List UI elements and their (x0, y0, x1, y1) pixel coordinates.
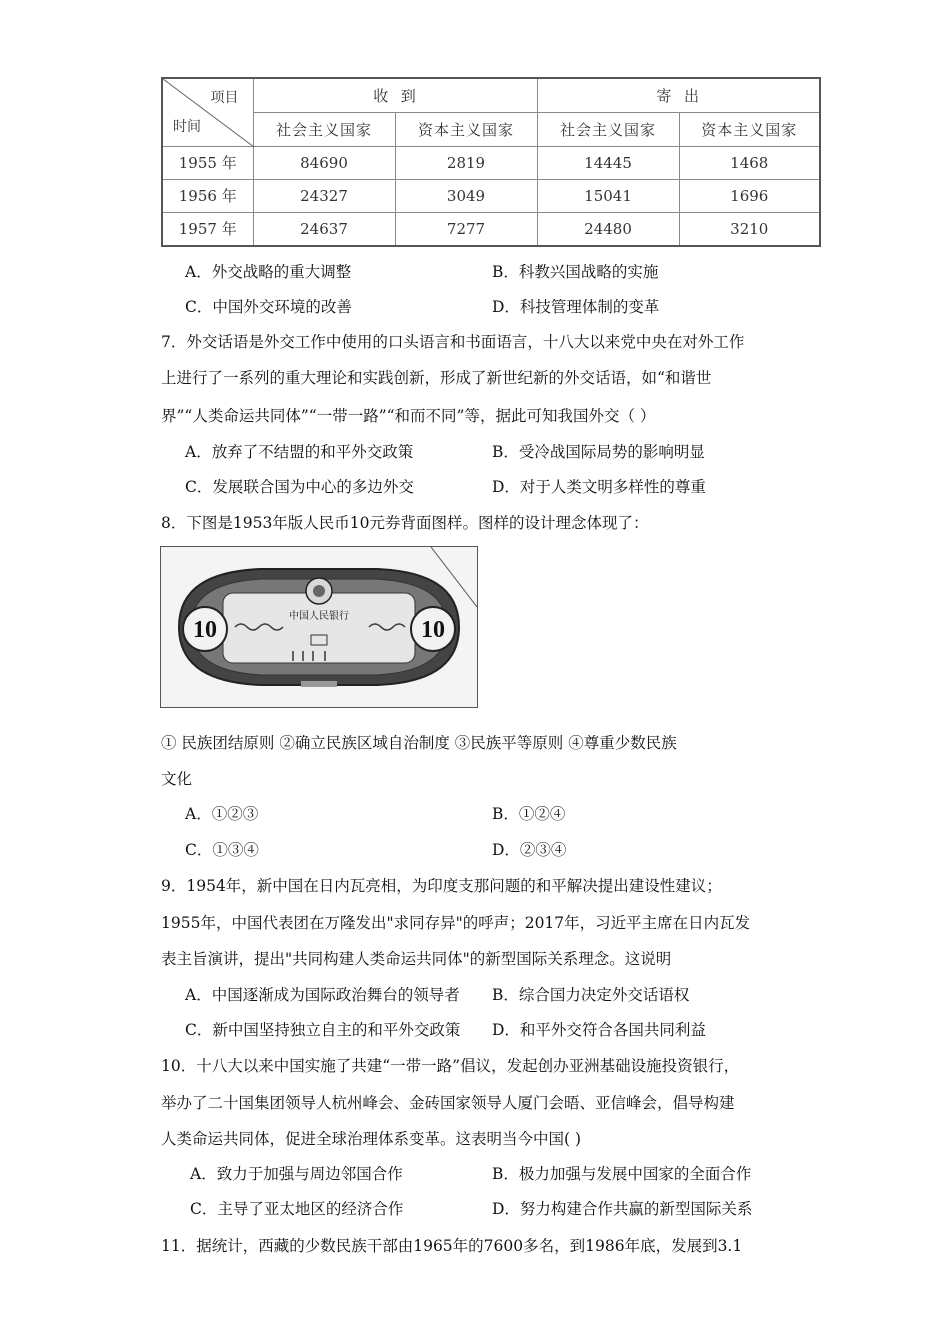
q10-stem-line: 举办了二十国集团领导人杭州峰会、金砖国家领导人厦门会晤、亚信峰会，倡导构建 (161, 1094, 735, 1112)
q7-option-a[interactable]: A．放弃了不结盟的和平外交政策 (185, 443, 414, 461)
q8-option-c[interactable]: C．①③④ (185, 841, 259, 859)
q9-option-d[interactable]: D．和平外交符合各国共同利益 (492, 1021, 706, 1039)
banknote-image (160, 546, 478, 708)
subheader: 资本主义国家 (679, 112, 820, 146)
table-row (162, 212, 820, 246)
q7-stem-line: 7．外交话语是外交工作中使用的口头语言和书面语言，十八大以来党中央在对外工作 (161, 333, 745, 351)
q9-stem-line: 表主旨演讲，提出"共同构建人类命运共同体"的新型国际关系理念。这说明 (161, 950, 672, 968)
table-cell: 14445 (537, 146, 679, 179)
q10-option-a[interactable]: A．致力于加强与周边邻国合作 (190, 1165, 403, 1183)
table-cell: 1468 (679, 146, 820, 179)
corner-item-label: 项目 (210, 90, 239, 106)
q8-items-line: ① 民族团结原则 ②确立民族区域自治制度 ③民族平等原则 ④尊重少数民族 (161, 734, 677, 752)
q6-option-a[interactable]: A．外交战略的重大调整 (185, 263, 352, 281)
note-right-denomination: 10 (421, 617, 445, 643)
q10-option-b[interactable]: B．极力加强与发展中国家的全面合作 (492, 1165, 752, 1183)
q9-option-b[interactable]: B．综合国力决定外交话语权 (492, 986, 690, 1004)
q7-option-d[interactable]: D．对于人类文明多样性的尊重 (492, 478, 706, 496)
banknote-illustration (161, 547, 477, 707)
q9-stem-line: 9．1954年，新中国在日内瓦亮相，为印度支那问题的和平解决提出建设性建议； (161, 877, 722, 895)
q10-option-d[interactable]: D．努力构建合作共赢的新型国际关系 (492, 1200, 753, 1218)
q7-option-b[interactable]: B．受冷战国际局势的影响明显 (492, 443, 705, 461)
table-cell: 1696 (679, 179, 820, 212)
corner-diagonal-line (163, 79, 254, 147)
table-row (162, 146, 820, 179)
row-year: 1957 年 (162, 212, 253, 246)
q8-items-line: 文化 (161, 770, 193, 788)
header-received: 收 到 (253, 78, 537, 112)
q10-option-c[interactable]: C．主导了亚太地区的经济合作 (190, 1200, 404, 1218)
postal-statistics-table (161, 77, 821, 247)
q8-stem: 8．下图是1953年版人民币10元券背面图样。图样的设计理念体现了： (161, 514, 649, 532)
q6-option-d[interactable]: D．科技管理体制的变革 (492, 298, 660, 316)
table-row (162, 179, 820, 212)
q9-stem-line: 1955年，中国代表团在万隆发出"求同存异"的呼声；2017年，习近平主席在日内瓦发 (161, 914, 751, 932)
table-cell: 15041 (537, 179, 679, 212)
q7-option-c[interactable]: C．发展联合国为中心的多边外交 (185, 478, 414, 496)
row-year: 1956 年 (162, 179, 253, 212)
q9-option-a[interactable]: A．中国逐渐成为国际政治舞台的领导者 (185, 986, 460, 1004)
table-cell: 3049 (395, 179, 537, 212)
q7-stem-line: 界”“人类命运共同体”“一带一路”“和而不同”等，据此可知我国外交（ ） (161, 407, 656, 425)
table-corner-cell (162, 78, 253, 146)
q8-option-d[interactable]: D．②③④ (492, 841, 567, 859)
table-cell: 3210 (679, 212, 820, 246)
row-year: 1955 年 (162, 146, 253, 179)
q9-option-c[interactable]: C．新中国坚持独立自主的和平外交政策 (185, 1021, 461, 1039)
corner-time-label: 时间 (173, 118, 201, 135)
table-cell: 7277 (395, 212, 537, 246)
subheader: 资本主义国家 (395, 112, 537, 146)
table-cell: 24327 (253, 179, 395, 212)
table-cell: 24637 (253, 212, 395, 246)
note-bank-name: 中国人民银行 (289, 611, 349, 622)
q7-stem-line: 上进行了一系列的重大理论和实践创新，形成了新世纪新的外交话语，如“和谐世 (161, 369, 712, 387)
q8-option-b[interactable]: B．①②④ (492, 805, 566, 823)
subheader: 社会主义国家 (537, 112, 679, 146)
table-cell: 2819 (395, 146, 537, 179)
subheader: 社会主义国家 (253, 112, 395, 146)
table-cell: 84690 (253, 146, 395, 179)
table-cell: 24480 (537, 212, 679, 246)
q11-stem-line: 11．据统计，西藏的少数民族干部由1965年的7600多名，到1986年底，发展到3.1 (161, 1237, 743, 1255)
q10-stem-line: 人类命运共同体，促进全球治理体系变革。这表明当今中国( ) (161, 1130, 582, 1148)
q6-option-b[interactable]: B．科教兴国战略的实施 (492, 263, 659, 281)
q8-option-a[interactable]: A．①②③ (185, 805, 259, 823)
header-sent: 寄 出 (537, 78, 820, 112)
q6-option-c[interactable]: C．中国外交环境的改善 (185, 298, 352, 316)
q10-stem-line: 10．十八大以来中国实施了共建“一带一路”倡议，发起创办亚洲基础设施投资银行， (161, 1057, 740, 1075)
note-left-denomination: 10 (193, 617, 217, 643)
